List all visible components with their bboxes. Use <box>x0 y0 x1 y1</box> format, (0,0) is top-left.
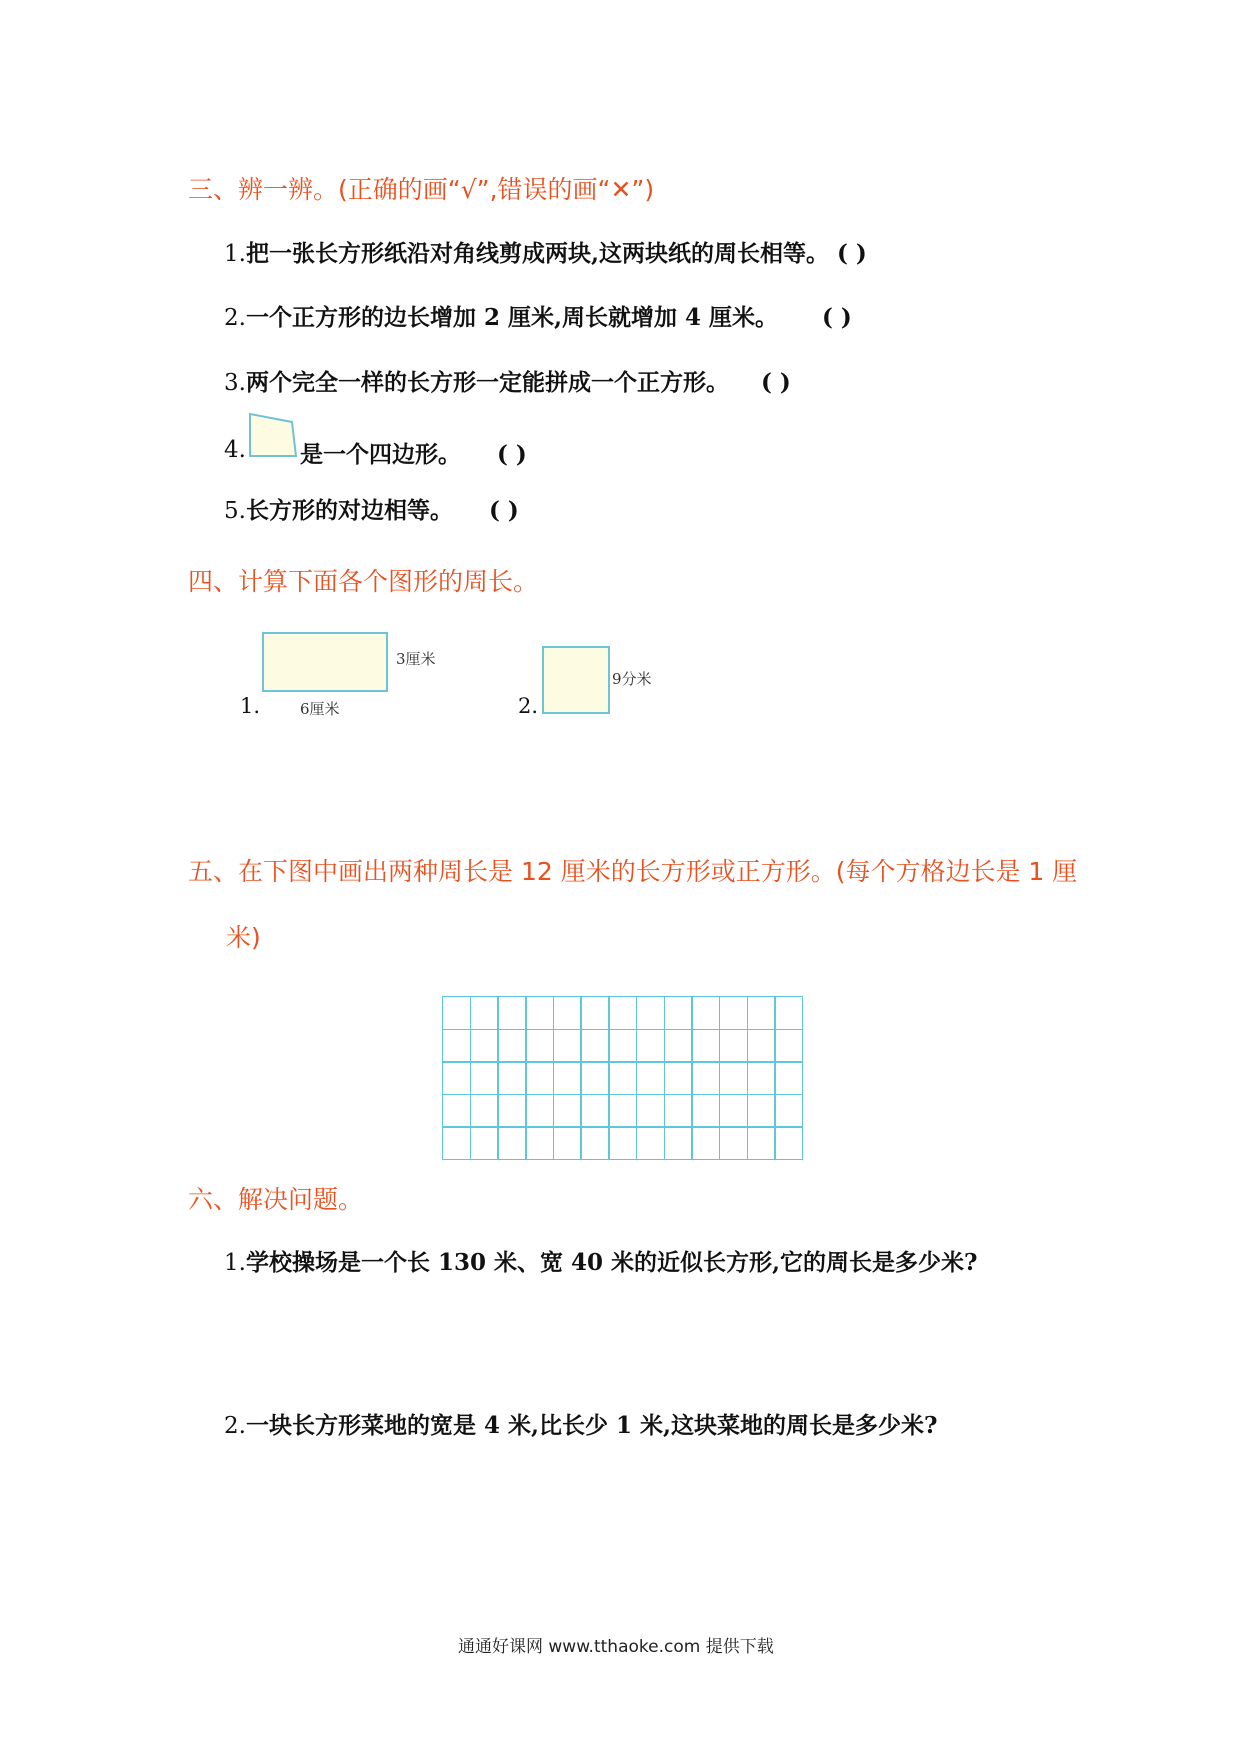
grid-cell[interactable] <box>664 1094 693 1128</box>
grid-cell[interactable] <box>636 996 665 1030</box>
answer-parentheses[interactable]: ( ) <box>497 441 527 468</box>
answer-parentheses[interactable]: ( ) <box>836 240 867 267</box>
grid-cell[interactable] <box>719 1126 748 1160</box>
grid-cell[interactable] <box>553 1094 582 1128</box>
grid-cell[interactable] <box>747 1029 776 1063</box>
problem-6-1 <box>224 1244 977 1277</box>
grid-cell[interactable] <box>608 1029 637 1063</box>
grid-cell[interactable] <box>442 1126 471 1160</box>
grid-cell[interactable] <box>442 1061 471 1095</box>
grid-cell[interactable] <box>608 996 637 1030</box>
problem-text: 一块长方形菜地的宽是 4 米,比长少 1 米,这块菜地的周长是多少米? <box>245 1412 938 1439</box>
grid-cell[interactable] <box>691 1061 720 1095</box>
grid-cell[interactable] <box>691 1094 720 1128</box>
question-number: 1. <box>224 241 246 267</box>
rectangle-width-label: 6厘米 <box>300 700 340 718</box>
grid-cell[interactable] <box>664 996 693 1030</box>
grid-cell[interactable] <box>747 1061 776 1095</box>
grid-cell[interactable] <box>525 1094 554 1128</box>
grid-cell[interactable] <box>470 996 499 1030</box>
problem-text: 学校操场是一个长 130 米、宽 40 米的近似长方形,它的周长是多少米? <box>245 1249 978 1276</box>
figure-1-number: 1. <box>240 694 261 718</box>
grid-cell[interactable] <box>774 1061 803 1095</box>
grid-cell[interactable] <box>691 996 720 1030</box>
grid-cell[interactable] <box>636 1094 665 1128</box>
question-text: 把一张长方形纸沿对角线剪成两块,这两块纸的周长相等。 <box>245 240 829 267</box>
grid-cell[interactable] <box>608 1126 637 1160</box>
grid-cell[interactable] <box>525 1061 554 1095</box>
grid-cell[interactable] <box>580 1126 609 1160</box>
section-3-heading: 三、辨一辨。(正确的画“√”,错误的画“✕”) <box>188 175 655 204</box>
question-text: 是一个四边形。 <box>300 441 461 468</box>
trapezoid-shape <box>248 412 300 460</box>
grid-cell[interactable] <box>747 996 776 1030</box>
grid-cell[interactable] <box>664 1061 693 1095</box>
problem-6-2 <box>224 1407 937 1440</box>
grid-cell[interactable] <box>608 1061 637 1095</box>
grid-cell[interactable] <box>497 1061 526 1095</box>
grid-cell[interactable] <box>442 1029 471 1063</box>
grid-cell[interactable] <box>719 996 748 1030</box>
question-number: 5. <box>224 498 246 524</box>
question-3-5 <box>224 492 519 525</box>
grid-cell[interactable] <box>553 1061 582 1095</box>
grid-cell[interactable] <box>525 1029 554 1063</box>
square-grid[interactable] <box>442 996 802 1159</box>
grid-cell[interactable] <box>580 1029 609 1063</box>
grid-cell[interactable] <box>608 1094 637 1128</box>
question-text: 长方形的对边相等。 <box>245 497 453 524</box>
grid-cell[interactable] <box>553 1029 582 1063</box>
grid-cell[interactable] <box>747 1126 776 1160</box>
grid-cell[interactable] <box>691 1029 720 1063</box>
grid-cell[interactable] <box>774 1094 803 1128</box>
grid-cell[interactable] <box>442 1094 471 1128</box>
answer-parentheses[interactable]: ( ) <box>822 304 852 331</box>
question-3-2 <box>224 299 852 332</box>
problem-number: 2. <box>224 1413 246 1439</box>
grid-cell[interactable] <box>525 1126 554 1160</box>
square-figure <box>542 646 610 714</box>
section-5-heading-line1: 五、在下图中画出两种周长是 12 厘米的长方形或正方形。(每个方格边长是 1 厘 <box>188 857 1078 886</box>
grid-cell[interactable] <box>719 1029 748 1063</box>
grid-cell[interactable] <box>470 1126 499 1160</box>
grid-cell[interactable] <box>719 1061 748 1095</box>
answer-parentheses[interactable]: ( ) <box>488 497 519 524</box>
rectangle-figure <box>262 632 388 692</box>
grid-cell[interactable] <box>636 1126 665 1160</box>
grid-cell[interactable] <box>664 1126 693 1160</box>
grid-cell[interactable] <box>497 1029 526 1063</box>
question-number: 2. <box>224 305 246 331</box>
grid-cell[interactable] <box>774 1029 803 1063</box>
grid-cell[interactable] <box>664 1029 693 1063</box>
grid-cell[interactable] <box>580 1061 609 1095</box>
square-side-label: 9分米 <box>612 670 652 688</box>
problem-number: 1. <box>224 1250 246 1276</box>
grid-cell[interactable] <box>553 996 582 1030</box>
section-4-heading: 四、计算下面各个图形的周长。 <box>188 567 539 596</box>
footer-text: 通通好课网 www.tthaoke.com 提供下载 <box>458 1637 774 1657</box>
grid-cell[interactable] <box>525 996 554 1030</box>
question-3-4 <box>224 436 246 463</box>
grid-cell[interactable] <box>636 1061 665 1095</box>
grid-cell[interactable] <box>497 1094 526 1128</box>
grid-cell[interactable] <box>691 1126 720 1160</box>
question-number: 3. <box>224 370 246 396</box>
grid-cell[interactable] <box>470 1061 499 1095</box>
figure-2-number: 2. <box>518 694 539 718</box>
grid-cell[interactable] <box>553 1126 582 1160</box>
grid-cell[interactable] <box>470 1094 499 1128</box>
grid-cell[interactable] <box>636 1029 665 1063</box>
grid-cell[interactable] <box>774 996 803 1030</box>
question-3-3 <box>224 364 791 397</box>
question-3-1 <box>224 235 867 268</box>
question-3-4-text <box>300 436 527 469</box>
grid-cell[interactable] <box>497 1126 526 1160</box>
grid-cell[interactable] <box>470 1029 499 1063</box>
answer-parentheses[interactable]: ( ) <box>760 369 791 396</box>
question-number: 4. <box>224 437 246 463</box>
section-5-heading-line2: 米) <box>226 923 261 952</box>
section-6-heading: 六、解决问题。 <box>188 1185 364 1214</box>
rectangle-height-label: 3厘米 <box>396 650 436 668</box>
grid-cell[interactable] <box>497 996 526 1030</box>
grid-cell[interactable] <box>774 1126 803 1160</box>
grid-cell[interactable] <box>747 1094 776 1128</box>
question-text: 两个完全一样的长方形一定能拼成一个正方形。 <box>245 369 729 396</box>
grid-cell[interactable] <box>442 996 471 1030</box>
grid-cell[interactable] <box>580 996 609 1030</box>
question-text: 一个正方形的边长增加 2 厘米,周长就增加 4 厘米。 <box>245 304 778 331</box>
grid-cell[interactable] <box>580 1094 609 1128</box>
grid-cell[interactable] <box>719 1094 748 1128</box>
